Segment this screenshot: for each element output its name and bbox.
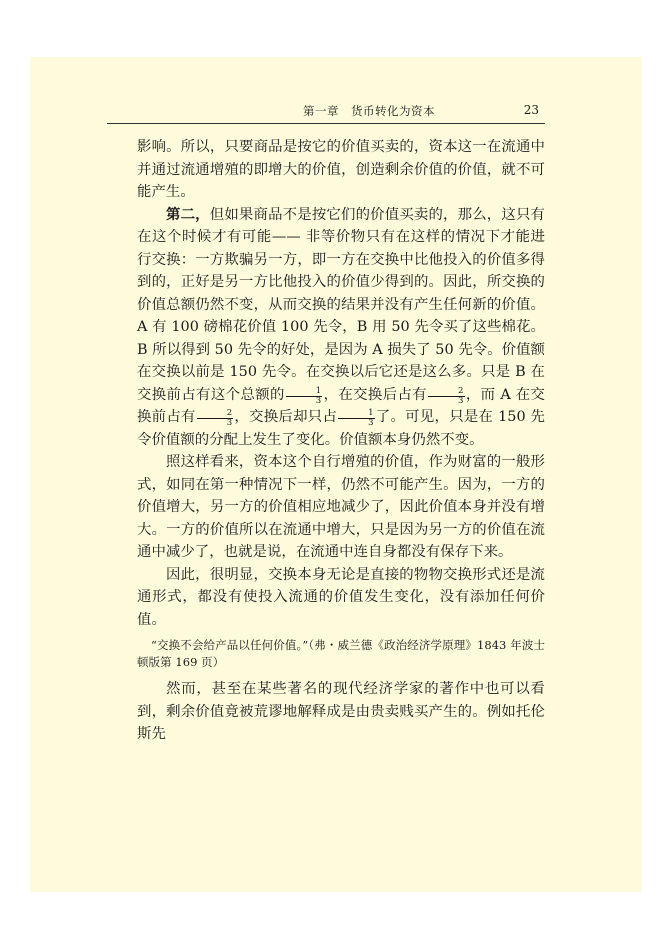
paragraph-1: 影响。所以，只要商品是按它的价值买卖的，资本这一在流通中并通过流通增殖的即增大的价值，创造剩余价值的价值，就不可能产生。 (137, 139, 545, 200)
paragraph-2-text-a: 但如果商品不是按它们的价值买卖的，那么，这只有在这个时候才有可能—— 非等价物只有在这样的情况下才能进行交换：一方欺骗另一方，即一方在交换中比他投入的价值多得到的，正好是另一方比他投入的价值少得到的。因此，所交换的价值总额仍然不变，从而交换的结果并没有产生任何新的价值。A 有 100 磅棉花价值 100 先令，B 用 50 先令买了这些棉花。B 所以得到 50 先令的好处，是因为 A 损失了 50 先令。价值额在交换以前是 150 先令。在交换以后它还是这么多。只是 B 在交换前占有这个总额的 (137, 206, 545, 403)
fraction-3-den: 3 (226, 418, 233, 428)
fraction-3 (197, 409, 233, 428)
fraction-1 (286, 387, 322, 406)
fraction-2 (428, 387, 464, 406)
body-text (137, 136, 545, 746)
paragraph-2-text-c: ，而 A 在交换前占有 (137, 386, 545, 425)
paragraph-2-lead: 第二， (166, 205, 210, 223)
paragraph-2-text-b: ，在交换后占有 (323, 386, 428, 403)
chapter-title: 第一章 货币转化为资本 (303, 104, 435, 118)
paragraph-2-text-d: ，交换后却只占 (234, 409, 338, 425)
fraction-1-num: 1 (286, 387, 322, 397)
paragraph-2 (137, 204, 545, 452)
fraction-4-den: 3 (368, 418, 374, 428)
fraction-2-den: 3 (458, 395, 464, 406)
fraction-1-den: 3 (315, 395, 322, 406)
paragraph-2-text-e: 了。可见，只是在 150 先令价值额的分配上发生了变化。价值额本身仍然不变。 (137, 409, 545, 448)
paragraph-3: 照这样看来，资本这个自行增殖的价值，作为财富的一般形式，如同在第一种情况下一样，仍然不可能产生。因为，一方的价值增大，另一方的价值相应地减少了，因此价值本身并没有增大。一方的价值所以在流通中增大，只是因为另一方的价值在流通中减少了，也就是说，在流通中连自身都没有保存下来。 (137, 454, 545, 560)
fraction-2-num: 2 (428, 387, 464, 397)
paragraph-5: 然而，甚至在某些著名的现代经济学家的著作中也可以看到，剩余价值竟被荒谬地解释成是由贵卖贱买产生的。例如托伦斯先 (137, 681, 545, 742)
page-number: 23 (523, 103, 539, 117)
fraction-4 (338, 409, 374, 428)
running-header (107, 101, 545, 124)
paragraph-4: 因此，很明显，交换本身无论是直接的物物交换形式还是流通形式，都没有使投入流通的价值发生变化，没有添加任何价值。 (137, 566, 545, 628)
fraction-3-num: 2 (197, 409, 233, 419)
footnote: “交换不会给产品以任何价值。”（弗・威兰德《政治经济学原理》1843 年波士顿版第 169 页） (137, 638, 545, 669)
fraction-4-num: 1 (338, 409, 374, 419)
